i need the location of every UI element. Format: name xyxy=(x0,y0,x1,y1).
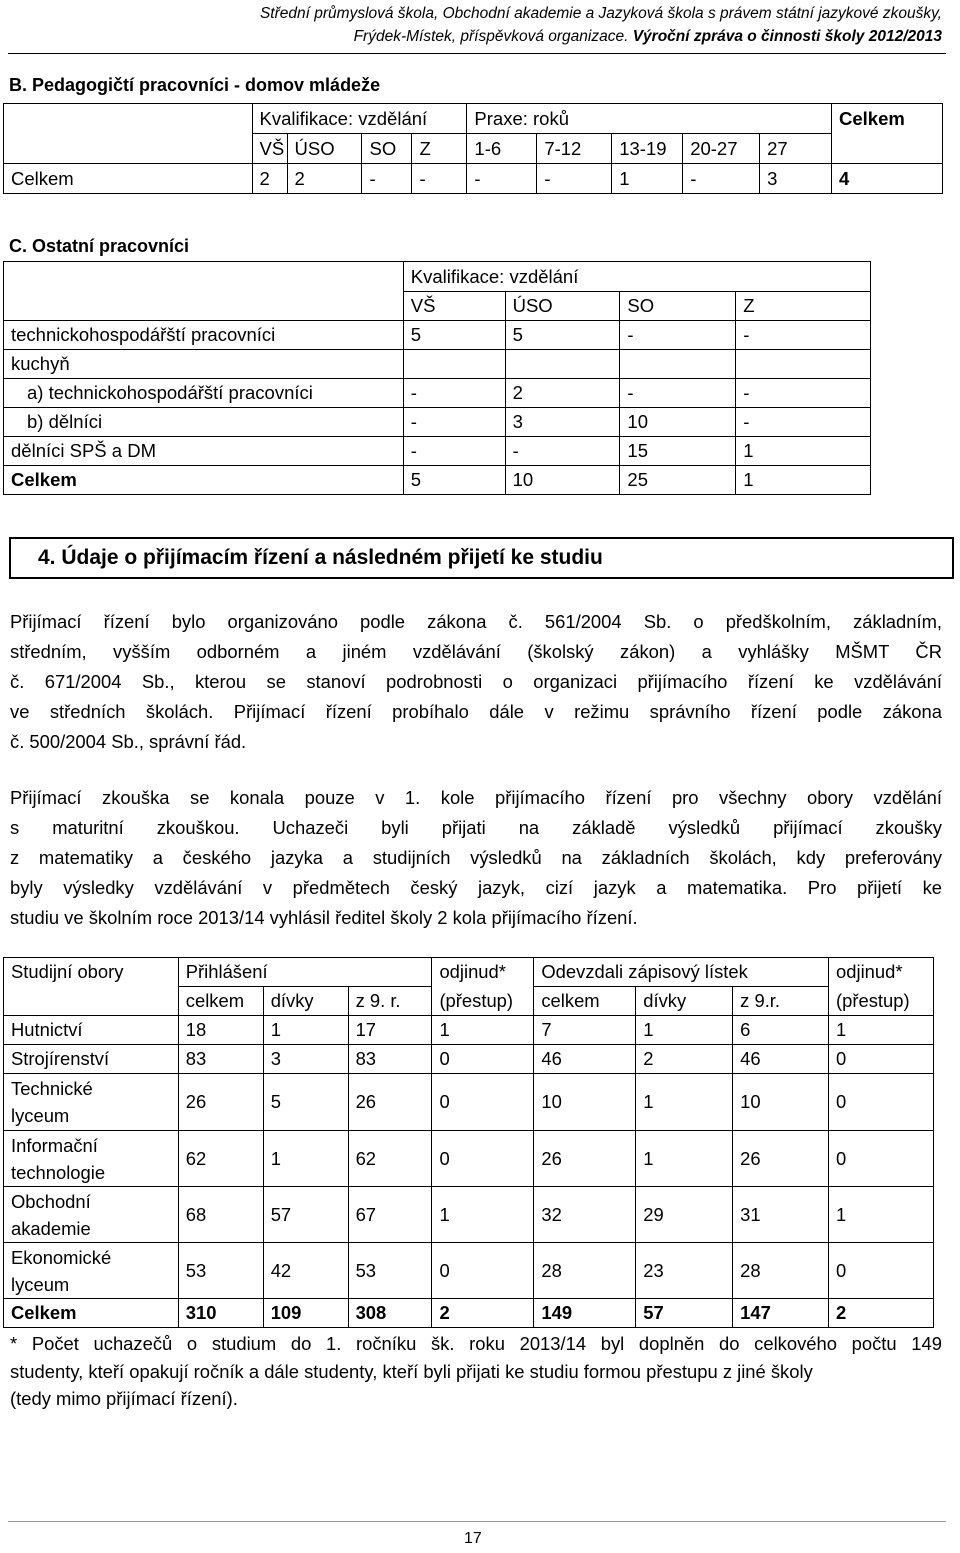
cell: 10 xyxy=(733,1074,829,1131)
header-org: Frýdek-Místek, příspěvková organizace. xyxy=(353,28,629,45)
sub-header: z 9.r. xyxy=(733,987,829,1016)
cell: 2 xyxy=(432,1299,534,1328)
qualification-group-header: Kvalifikace: vzdělání xyxy=(252,104,467,134)
empty-cell xyxy=(4,292,404,321)
field-name-line-1: Ekonomické xyxy=(11,1246,112,1268)
field-name-line-1: Obchodní xyxy=(11,1190,91,1212)
cell: - xyxy=(736,379,871,408)
cell: 109 xyxy=(263,1299,348,1328)
cell: 1 xyxy=(612,164,683,194)
cell: 26 xyxy=(733,1131,829,1187)
cell: 26 xyxy=(348,1074,432,1131)
col-header: VŠ xyxy=(252,134,287,164)
table-row xyxy=(4,437,871,466)
text-line: z matematiky a českého jazyka a studijních výsledků na základních školách, kdy preferovány xyxy=(10,847,942,868)
cell: - xyxy=(620,379,736,408)
empty-cell xyxy=(4,262,404,292)
empty-cell xyxy=(832,134,943,164)
sub-header: z 9. r. xyxy=(348,987,432,1016)
col-header: ÚSO xyxy=(287,134,362,164)
row-label: kuchyň xyxy=(4,350,404,379)
empty-cell xyxy=(4,134,253,164)
cell: 5 xyxy=(505,321,620,350)
field-name xyxy=(4,1187,179,1243)
cell: - xyxy=(403,408,505,437)
paragraph-legal-basis xyxy=(10,607,942,757)
sub-header-transfer-1: (přestup) xyxy=(432,987,534,1016)
cell: 1 xyxy=(829,1016,934,1045)
col-header: Z xyxy=(736,292,871,321)
header-line-1: Střední průmyslová škola, Obchodní akademie a Jazyková škola s právem státní jazykové zkoušky, xyxy=(259,5,942,22)
header-divider xyxy=(8,53,946,54)
cell: 57 xyxy=(263,1187,348,1243)
row-label: b) dělníci xyxy=(4,408,404,437)
cell: 83 xyxy=(178,1045,263,1074)
cell: 1 xyxy=(736,466,871,495)
cell: 3 xyxy=(760,164,832,194)
empty-cell xyxy=(4,987,179,1016)
col-header: SO xyxy=(620,292,736,321)
table-row xyxy=(4,350,871,379)
cell: 1 xyxy=(636,1074,733,1131)
table-row xyxy=(4,379,871,408)
cell: 6 xyxy=(733,1016,829,1045)
field-name: Strojírenství xyxy=(4,1045,179,1074)
field-name: Celkem xyxy=(4,1299,179,1328)
cell: 46 xyxy=(733,1045,829,1074)
cell: 68 xyxy=(178,1187,263,1243)
table-row xyxy=(4,1016,934,1045)
col-header: ÚSO xyxy=(505,292,620,321)
text-line: č. 500/2004 Sb., správní řád. xyxy=(10,731,247,752)
cell: 0 xyxy=(432,1045,534,1074)
dormitory-staff-table xyxy=(3,103,943,194)
field-name-line-2: akademie xyxy=(11,1217,91,1239)
cell: 0 xyxy=(829,1045,934,1074)
table-row xyxy=(4,1187,934,1243)
cell: 31 xyxy=(733,1187,829,1243)
cell: 1 xyxy=(432,1016,534,1045)
cell: 26 xyxy=(534,1131,636,1187)
field-name xyxy=(4,1074,179,1131)
cell: 17 xyxy=(348,1016,432,1045)
cell: 57 xyxy=(636,1299,733,1328)
table-row xyxy=(4,1074,934,1131)
text-line: č. 671/2004 Sb., kterou se stanoví podrobnosti o organizaci přijímacího řízení ke vzdělávání xyxy=(10,671,942,692)
footnote-line: * Počet uchazečů o studium do 1. ročníku šk. roku 2013/14 byl doplněn do celkového počtu 149 xyxy=(10,1333,942,1354)
col-header-applied: Přihlášení xyxy=(178,958,432,987)
field-name-line-2: technologie xyxy=(11,1161,106,1183)
cell: 28 xyxy=(534,1243,636,1299)
field-name xyxy=(4,1243,179,1299)
field-name xyxy=(4,1131,179,1187)
table-row xyxy=(4,321,871,350)
cell: 310 xyxy=(178,1299,263,1328)
table-row xyxy=(4,164,943,194)
cell: - xyxy=(620,321,736,350)
col-header-transfer-2: odjinud* xyxy=(829,958,934,987)
footer-divider xyxy=(8,1521,946,1522)
col-header: SO xyxy=(362,134,412,164)
cell: 1 xyxy=(263,1016,348,1045)
cell: - xyxy=(736,408,871,437)
cell: 67 xyxy=(348,1187,432,1243)
sub-header: dívky xyxy=(636,987,733,1016)
sub-header: dívky xyxy=(263,987,348,1016)
admissions-table xyxy=(3,957,934,1328)
cell: 2 xyxy=(829,1299,934,1328)
cell: 32 xyxy=(534,1187,636,1243)
cell: 83 xyxy=(348,1045,432,1074)
cell: - xyxy=(537,164,612,194)
page-header xyxy=(260,2,942,48)
cell-total: 4 xyxy=(832,164,943,194)
cell: 2 xyxy=(287,164,362,194)
cell: - xyxy=(362,164,412,194)
table-row xyxy=(4,958,934,987)
field-name-line-2: lyceum xyxy=(11,1273,70,1295)
cell: 1 xyxy=(829,1187,934,1243)
text-line: Přijímací zkouška se konala pouze v 1. kole přijímacího řízení pro všechny obory vzdělání xyxy=(10,787,942,808)
cell: 0 xyxy=(432,1243,534,1299)
sub-header: celkem xyxy=(178,987,263,1016)
empty-cell xyxy=(4,104,253,134)
col-header: 1-6 xyxy=(467,134,537,164)
cell: 149 xyxy=(534,1299,636,1328)
table-row xyxy=(4,262,871,292)
field-name-line-1: Technické xyxy=(11,1078,93,1099)
col-header: 13-19 xyxy=(612,134,683,164)
cell: 0 xyxy=(829,1074,934,1131)
text-line: středním, vyšším odborném a jiném vzdělávání (školský zákon) a vyhlášky MŠMT ČR xyxy=(10,641,942,662)
row-label: a) technickohospodářští pracovníci xyxy=(4,379,404,408)
cell: 53 xyxy=(348,1243,432,1299)
field-name: Hutnictví xyxy=(4,1016,179,1045)
cell: 147 xyxy=(733,1299,829,1328)
cell: 5 xyxy=(403,466,505,495)
practice-group-header: Praxe: roků xyxy=(467,104,832,134)
col-header: 20-27 xyxy=(683,134,760,164)
other-staff-table xyxy=(3,261,871,495)
cell: 46 xyxy=(534,1045,636,1074)
cell: - xyxy=(683,164,760,194)
footnote-line: studenty, kteří opakují ročník a dále studenty, kteří byli přijati ke studiu formou přestupu z jiné školy xyxy=(10,1360,813,1382)
table-row xyxy=(4,104,943,134)
text-line: studiu ve školním roce 2013/14 vyhlásil ředitel školy 2 kola přijímacího řízení. xyxy=(10,907,638,928)
sub-header: celkem xyxy=(534,987,636,1016)
col-header-enrolled: Odevzdali zápisový lístek xyxy=(534,958,829,987)
cell: 0 xyxy=(829,1243,934,1299)
col-header: 7-12 xyxy=(537,134,612,164)
table-row xyxy=(4,408,871,437)
cell xyxy=(403,350,505,379)
cell xyxy=(620,350,736,379)
table-row xyxy=(4,1131,934,1187)
field-name-line-1: Informační xyxy=(11,1134,98,1156)
cell: - xyxy=(412,164,467,194)
cell: 15 xyxy=(620,437,736,466)
cell: 2 xyxy=(505,379,620,408)
sub-header-transfer-2: (přestup) xyxy=(829,987,934,1016)
cell: - xyxy=(505,437,620,466)
col-header-obory: Studijní obory xyxy=(4,958,179,987)
cell: 23 xyxy=(636,1243,733,1299)
row-label: dělníci SPŠ a DM xyxy=(4,437,404,466)
section-4-heading-box xyxy=(9,537,954,579)
table-row xyxy=(4,1045,934,1074)
cell: 2 xyxy=(636,1045,733,1074)
cell xyxy=(505,350,620,379)
cell: 1 xyxy=(736,437,871,466)
field-name-line-2: lyceum xyxy=(11,1105,70,1126)
table-row xyxy=(4,1243,934,1299)
cell: 3 xyxy=(263,1045,348,1074)
text-line: Přijímací řízení bylo organizováno podle zákona č. 561/2004 Sb. o předškolním, základním, xyxy=(10,611,942,632)
cell: - xyxy=(467,164,537,194)
cell: 2 xyxy=(252,164,287,194)
row-label: technickohospodářští pracovníci xyxy=(4,321,404,350)
cell: 25 xyxy=(620,466,736,495)
cell xyxy=(736,350,871,379)
cell: 26 xyxy=(178,1074,263,1131)
section-c-title: C. Ostatní pracovníci xyxy=(9,236,190,256)
cell: - xyxy=(403,437,505,466)
table-row xyxy=(4,987,934,1016)
footnote xyxy=(10,1330,942,1413)
col-header: Z xyxy=(412,134,467,164)
table-row-total xyxy=(4,1299,934,1328)
table-row xyxy=(4,134,943,164)
cell: 10 xyxy=(534,1074,636,1131)
cell: 28 xyxy=(733,1243,829,1299)
col-header-transfer-1: odjinud* xyxy=(432,958,534,987)
cell: 1 xyxy=(432,1187,534,1243)
page-number: 17 xyxy=(464,1530,482,1547)
col-header: 27 xyxy=(760,134,832,164)
table-row xyxy=(4,292,871,321)
cell: - xyxy=(403,379,505,408)
section-4-heading: 4. Údaje o přijímacím řízení a následném přijetí ke studiu xyxy=(38,546,603,569)
footnote-line: (tedy mimo přijímací řízení). xyxy=(10,1388,238,1409)
col-header: VŠ xyxy=(403,292,505,321)
cell: 1 xyxy=(263,1131,348,1187)
header-line-2 xyxy=(260,25,942,48)
paragraph-entrance-exam xyxy=(10,783,942,933)
row-label: Celkem xyxy=(4,164,253,194)
text-line: ve středních školách. Přijímací řízení probíhalo dále v režimu správního řízení podle zákona xyxy=(10,701,942,722)
cell: 10 xyxy=(505,466,620,495)
cell: 5 xyxy=(403,321,505,350)
header-report-title: Výroční zpráva o činnosti školy 2012/2013 xyxy=(632,28,942,45)
cell: 0 xyxy=(829,1131,934,1187)
row-label: Celkem xyxy=(4,466,404,495)
cell: 3 xyxy=(505,408,620,437)
cell: 10 xyxy=(620,408,736,437)
cell: 29 xyxy=(636,1187,733,1243)
section-b-title: B. Pedagogičtí pracovníci - domov mládeže xyxy=(9,75,381,95)
cell: 0 xyxy=(432,1074,534,1131)
text-line: byly výsledky vzdělávání v předmětech český jazyk, cizí jazyk a matematika. Pro přijetí ke xyxy=(10,877,942,898)
cell: 5 xyxy=(263,1074,348,1131)
total-header: Celkem xyxy=(832,104,943,134)
qualification-group-header: Kvalifikace: vzdělání xyxy=(403,262,870,292)
cell: 308 xyxy=(348,1299,432,1328)
cell: 62 xyxy=(348,1131,432,1187)
cell: 7 xyxy=(534,1016,636,1045)
cell: 0 xyxy=(432,1131,534,1187)
cell: 62 xyxy=(178,1131,263,1187)
cell: 1 xyxy=(636,1016,733,1045)
cell: - xyxy=(736,321,871,350)
text-line: s maturitní zkouškou. Uchazeči byli přijati na základě výsledků přijímací zkoušky xyxy=(10,817,942,838)
table-row xyxy=(4,466,871,495)
cell: 42 xyxy=(263,1243,348,1299)
cell: 53 xyxy=(178,1243,263,1299)
cell: 1 xyxy=(636,1131,733,1187)
cell: 18 xyxy=(178,1016,263,1045)
